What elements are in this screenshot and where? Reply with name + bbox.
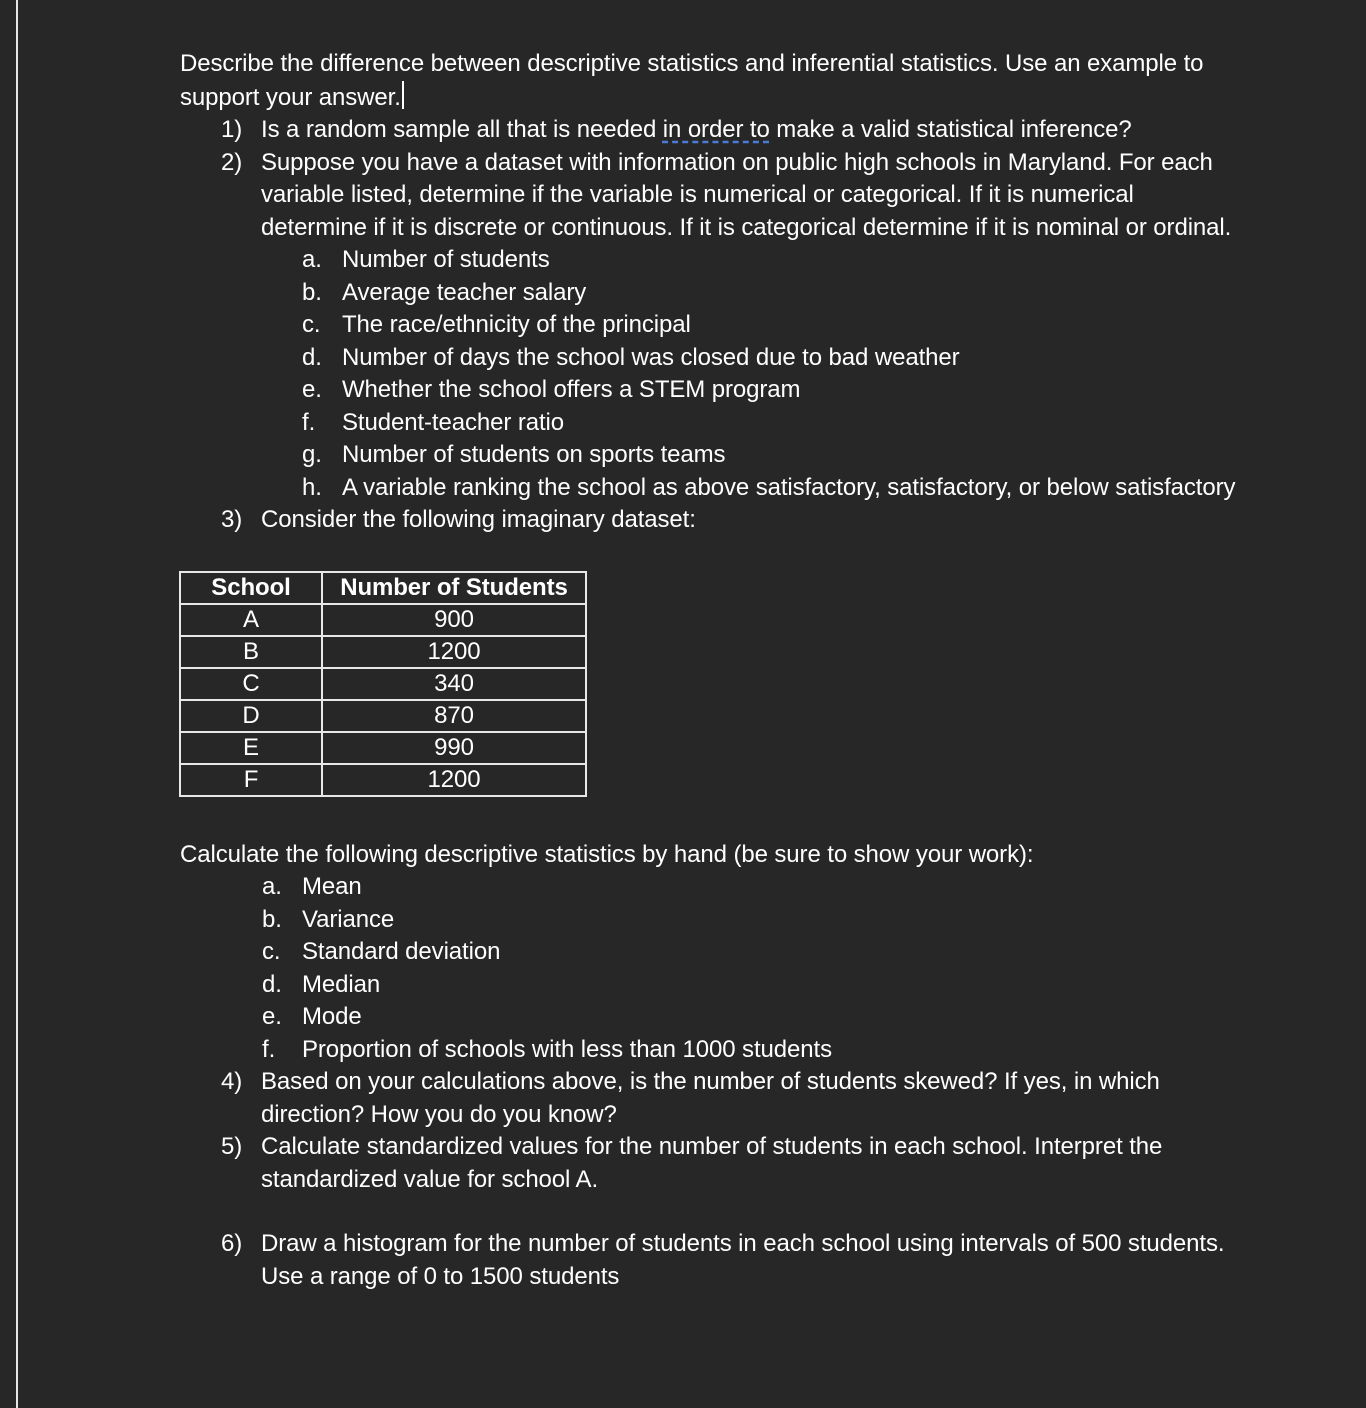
list-item-letter: e. [262, 1003, 282, 1030]
list-item [180, 277, 1240, 310]
list-item [180, 244, 1240, 277]
list-item-letter: d. [302, 343, 322, 371]
grammar-suggestion-underline[interactable]: in order to [662, 116, 770, 143]
page-edge [16, 0, 18, 1408]
table-cell-school: D [180, 700, 322, 732]
list-item [180, 439, 1240, 472]
text-cursor [402, 81, 404, 109]
list-item-text: Number of students [342, 246, 550, 273]
list-item-text: A variable ranking the school as above satisfactory, satisfactory, or below satisfactory [342, 473, 1236, 501]
list-item-letter: d. [262, 970, 282, 998]
question-1-text-end: make a valid statistical inference? [769, 116, 1132, 143]
list-item-letter: e. [302, 376, 322, 403]
table-cell-school: F [180, 764, 322, 796]
table-cell-students: 990 [322, 732, 586, 764]
list-item-letter: f. [302, 408, 316, 436]
list-item-text: Average teacher salary [342, 278, 587, 306]
list-item-letter: c. [262, 938, 281, 965]
list-item-text: Whether the school offers a STEM program [342, 376, 801, 403]
table-row [180, 604, 586, 636]
question-4 [180, 1066, 1240, 1131]
document-body[interactable] [180, 48, 1240, 1293]
table-header-students: Number of Students [322, 572, 586, 604]
table-cell-students: 870 [322, 700, 586, 732]
intro-text: Describe the difference between descriptive statistics and inferential statistics. Use an example to support your answer. [180, 50, 1204, 111]
table-header-school: School [180, 572, 322, 604]
table-cell-school: B [180, 636, 322, 668]
list-item [180, 904, 1240, 937]
list-item-letter: b. [302, 278, 322, 306]
list-item-text: Student-teacher ratio [342, 408, 565, 436]
list-item-text: Number of days the school was closed due to bad weather [342, 343, 960, 371]
question-5 [180, 1131, 1240, 1196]
question-1-text: Is a random sample all that is needed [261, 116, 663, 143]
question-5-number: 5) [221, 1133, 243, 1160]
table-row [180, 732, 586, 764]
table-cell-students: 1200 [322, 636, 586, 668]
question-2-number: 2) [221, 148, 243, 176]
question-3-text: Consider the following imaginary dataset: [261, 506, 696, 533]
question-6 [180, 1228, 1240, 1293]
table-cell-students: 900 [322, 604, 586, 636]
table-header-row [180, 572, 586, 604]
table-row [180, 764, 586, 796]
list-item-text: The race/ethnicity of the principal [342, 311, 691, 338]
spacer [180, 1196, 1240, 1228]
list-item [180, 1001, 1240, 1034]
calc-instructions: Calculate the following descriptive statistics by hand (be sure to show your work): [180, 840, 1034, 868]
question-6-text: Draw a histogram for the number of students in each school using intervals of 500 students. Use a range of 0 to 1500 students [261, 1230, 1225, 1290]
dataset-table [179, 571, 587, 797]
list-item-text: Mean [302, 873, 362, 900]
list-item [180, 472, 1240, 505]
table-row [180, 668, 586, 700]
table-cell-students: 340 [322, 668, 586, 700]
list-item-text: Standard deviation [302, 938, 501, 965]
list-item-text: Proportion of schools with less than 1000 students [302, 1035, 832, 1063]
table-cell-school: C [180, 668, 322, 700]
question-3-number: 3) [221, 506, 243, 533]
table-cell-school: A [180, 604, 322, 636]
question-4-number: 4) [221, 1068, 243, 1095]
list-item [180, 374, 1240, 407]
question-4-text: Based on your calculations above, is the number of students skewed? If yes, in which direction? How you do you know? [261, 1068, 1160, 1128]
question-6-number: 6) [221, 1230, 243, 1257]
list-item-text: Mode [302, 1003, 362, 1030]
list-item-letter: g. [302, 441, 322, 468]
list-item-letter: h. [302, 473, 322, 501]
list-item [180, 1034, 1240, 1067]
list-item-letter: a. [302, 246, 322, 273]
list-item-letter: c. [302, 311, 321, 338]
list-item-letter: a. [262, 873, 282, 900]
question-1-number: 1) [221, 116, 243, 143]
list-item [180, 969, 1240, 1002]
question-2 [180, 147, 1240, 245]
list-item-letter: b. [262, 905, 282, 933]
list-item-text: Number of students on sports teams [342, 441, 726, 468]
list-item-text: Median [302, 970, 381, 998]
intro-paragraph [180, 48, 1240, 114]
list-item [180, 871, 1240, 904]
list-item [180, 342, 1240, 375]
spacer [180, 797, 1240, 831]
question-5-text: Calculate standardized values for the number of students in each school. Interpret the standardized value for school A. [261, 1133, 1163, 1193]
table-row [180, 636, 586, 668]
list-item-text: Variance [302, 905, 395, 933]
table-cell-students: 1200 [322, 764, 586, 796]
question-3 [180, 504, 1240, 537]
question-1 [180, 114, 1240, 147]
table-cell-school: E [180, 732, 322, 764]
list-item-letter: f. [262, 1035, 276, 1063]
list-item [180, 936, 1240, 969]
question-2-text: Suppose you have a dataset with information on public high schools in Maryland. For each variable listed, determine if the variable is numerical or categorical. If it is numerical determine if it is discrete or continuous. If it is categorical determine if it is nominal or ordinal. [261, 148, 1232, 241]
list-item [180, 309, 1240, 342]
table-row [180, 700, 586, 732]
list-item [180, 407, 1240, 440]
